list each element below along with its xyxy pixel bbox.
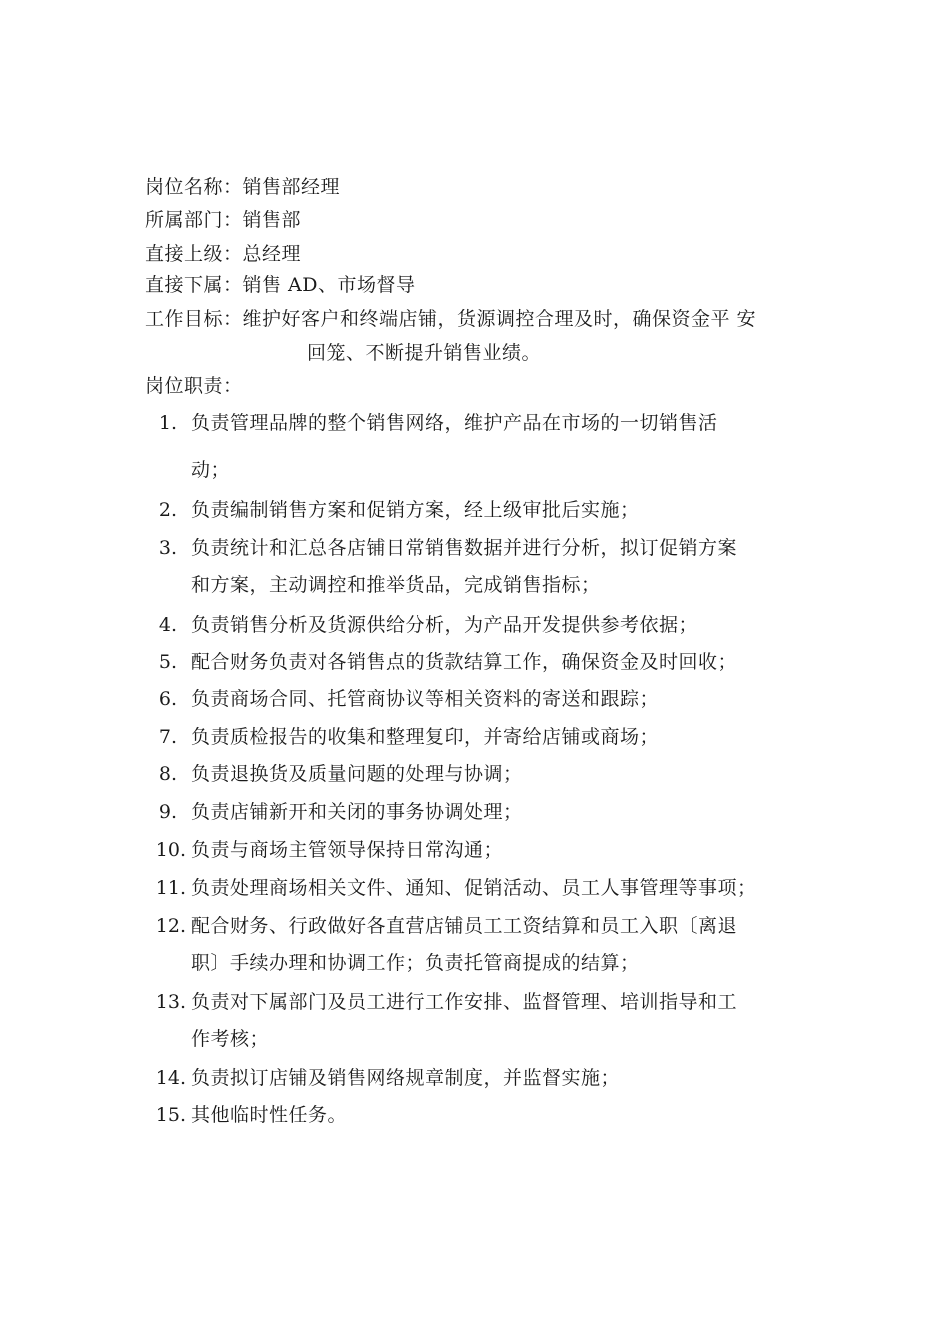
list-item-text: 配合财务、行政做好各直营店铺员工工资结算和员工入职〔离退 <box>191 915 738 937</box>
field-subordinates-label: 直接下属： <box>145 274 243 296</box>
field-subordinates <box>145 273 416 297</box>
field-department-label: 所属部门： <box>145 209 243 231</box>
list-item-text: 配合财务负责对各销售点的货款结算工作，确保资金及时回收； <box>191 651 738 673</box>
list-item-text-continued: 和方案，主动调控和推举货品，完成销售指标； <box>191 574 601 596</box>
list-item-number: 10. <box>155 839 186 861</box>
list-item-number: 5. <box>158 651 177 673</box>
list-item-text: 负责退换货及质量问题的处理与协调； <box>191 763 523 785</box>
list-item-number: 12. <box>155 915 186 937</box>
list-item-text: 负责质检报告的收集和整理复印，并寄给店铺或商场； <box>191 726 660 748</box>
list-item-number: 11. <box>155 877 186 899</box>
field-goal-label: 工作目标： <box>145 308 243 330</box>
list-item-number: 4. <box>158 614 177 636</box>
list-item-text: 负责管理品牌的整个销售网络，维护产品在市场的一切销售活 <box>191 412 718 434</box>
field-position <box>145 175 340 199</box>
list-item-number: 7. <box>158 726 177 748</box>
list-item-number: 6. <box>158 688 177 710</box>
duties-title: 岗位职责： <box>145 375 243 397</box>
list-item-number: 8. <box>158 763 177 785</box>
list-item-number: 1. <box>158 412 177 434</box>
list-item-number: 15. <box>155 1104 186 1126</box>
list-item-text: 负责编制销售方案和促销方案，经上级审批后实施； <box>191 499 640 521</box>
field-goal-value-line1: 维护好客户和终端店铺，货源调控合理及时，确保资金平 安 <box>242 308 757 330</box>
list-item-number: 3. <box>158 537 177 559</box>
list-item-text-continued: 职〕手续办理和协调工作；负责托管商提成的结算； <box>191 952 640 974</box>
field-department <box>145 208 301 232</box>
list-item-text-continued: 作考核； <box>191 1028 270 1050</box>
list-item-number: 14. <box>155 1067 186 1089</box>
list-item-number: 9. <box>158 801 177 823</box>
field-position-value: 销售部经理 <box>242 176 341 198</box>
list-item-text: 负责与商场主管领导保持日常沟通； <box>191 839 504 861</box>
list-item-text: 其他临时性任务。 <box>191 1104 348 1126</box>
field-superior-value: 总经理 <box>242 243 302 265</box>
field-superior <box>145 242 301 266</box>
field-goal <box>145 307 756 331</box>
list-item-text-continued: 动； <box>191 459 231 481</box>
list-item-text: 负责店铺新开和关闭的事务协调处理； <box>191 801 523 823</box>
list-item-text: 负责统计和汇总各店铺日常销售数据并进行分析，拟订促销方案 <box>191 537 738 559</box>
field-position-label: 岗位名称： <box>145 176 243 198</box>
list-item-text: 负责销售分析及货源供给分析，为产品开发提供参考依据； <box>191 614 699 636</box>
list-item-number: 2. <box>158 499 177 521</box>
list-item-text: 负责商场合同、托管商协议等相关资料的寄送和跟踪； <box>191 688 660 710</box>
field-subordinates-value: 销售 AD、市场督导 <box>242 274 416 296</box>
list-item-text: 负责拟订店铺及销售网络规章制度，并监督实施； <box>191 1067 621 1089</box>
list-item-number: 13. <box>155 991 186 1013</box>
field-superior-label: 直接上级： <box>145 243 243 265</box>
field-department-value: 销售部 <box>242 209 302 231</box>
field-goal-value-line2: 回笼、不断提升销售业绩。 <box>307 342 542 364</box>
list-item-text: 负责处理商场相关文件、通知、促销活动、员工人事管理等事项； <box>191 877 757 899</box>
list-item-text: 负责对下属部门及员工进行工作安排、监督管理、培训指导和工 <box>191 991 738 1013</box>
